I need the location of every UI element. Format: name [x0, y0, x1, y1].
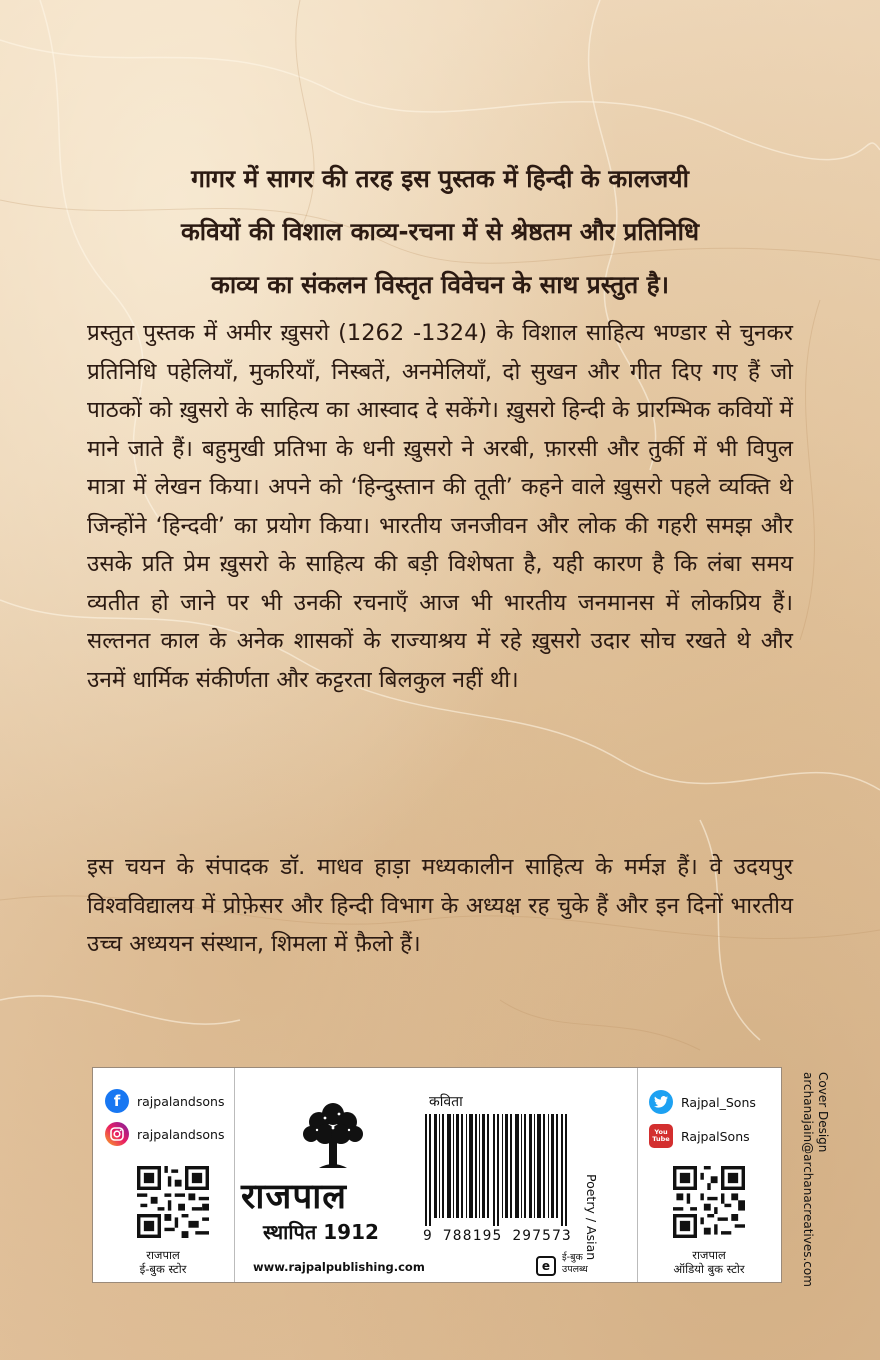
facebook-icon: f: [105, 1089, 129, 1113]
audiobook-store-qr-code[interactable]: [673, 1166, 745, 1238]
youtube-handle: RajpalSons: [681, 1128, 750, 1144]
youtube-link[interactable]: [649, 1124, 750, 1148]
instagram-handle: rajpalandsons: [137, 1126, 225, 1142]
instagram-link[interactable]: [105, 1122, 224, 1146]
facebook-handle: rajpalandsons: [137, 1093, 225, 1109]
lead-line-3: काव्य का संकलन विस्तृत विवेचन के साथ प्रस्तुत है।: [211, 270, 669, 299]
lead-line-2: कवियों की विशाल काव्य-रचना में से श्रेष्ठतम और प्रतिनिधि: [180, 217, 700, 246]
ebook-available-icon: e: [536, 1256, 556, 1276]
isbn-number: 9 788195 297573: [423, 1228, 572, 1244]
genre-hindi: कविता: [429, 1094, 463, 1110]
facebook-link[interactable]: [105, 1089, 224, 1113]
audiobook-store-label: [639, 1248, 779, 1276]
lead-line-1: गागर में सागर की तरह इस पुस्तक में हिन्दी के कालजयी: [191, 164, 689, 193]
youtube-icon: You Tube: [649, 1124, 673, 1148]
twitter-icon: [649, 1090, 673, 1114]
editor-bio: इस चयन के संपादक डॉ. माधव हाड़ा मध्यकालीन साहित्य के मर्मज्ञ हैं। वे उदयपुर विश्वविद्यालय में प्रोफ़ेसर और हिन्दी विभाग के अध्यक्ष रह चुके हैं और इन दिनों भारतीय उच्च अध्ययन संस्थान, शिमला में फ़ैलो हैं।: [87, 854, 793, 957]
isbn-barcode: [425, 1114, 569, 1226]
publisher-logo-wordmark: राजपाल: [241, 1177, 348, 1217]
ebook-available-line2: उपलब्ध: [562, 1264, 588, 1275]
divider: [637, 1068, 638, 1282]
ebook-available-line1: ई-बुक: [562, 1252, 583, 1263]
tree-logo-icon: [301, 1100, 365, 1172]
established-year: स्थापित 1912: [263, 1220, 379, 1244]
publisher-info-bar: [92, 1067, 782, 1283]
instagram-icon: [105, 1122, 129, 1146]
divider: [234, 1068, 235, 1282]
cover-designer-email[interactable]: archanajain@archanacreatives.com: [801, 1072, 815, 1287]
audiobook-store-label-line2: ऑडियो बुक स्टोर: [673, 1262, 745, 1276]
cover-design-credit: [800, 1072, 830, 1287]
book-description: प्रस्तुत पुस्तक में अमीर ख़ुसरो (1262 -1324) के विशाल साहित्य भण्डार से चुनकर प्रतिनिधि पहेलियाँ, मुकरियाँ, निस्बतें, अनमेलियाँ, दो सुखन और गीत दिए गए हैं जो पाठकों को ख़ुसरो के साहित्य का आस्वाद दे सकेंगे। ख़ुसरो हिन्दी के प्रारम्भिक कवियों में माने जाते हैं। बहुमुखी प्रतिभा के धनी ख़ुसरो ने अरबी, फ़ारसी और तुर्की में भी विपुल मात्रा में लेखन किया। अपने को ‘हिन्दुस्तान की तूती’ कहने वाले ख़ुसरो पहले व्यक्ति थे जिन्होंने ‘हिन्दवी’ का प्रयोग किया। भारतीय जनजीवन और लोक की गहरी समझ और उसके प्रति प्रेम ख़ुसरो के साहित्य की बड़ी विशेषता है, यही कारण है कि लंबा समय व्यतीत हो जाने पर भी उनकी रचनाएँ आज भी भारतीय जनमानस में लोकप्रिय हैं। सल्तनत काल के अनेक शासकों के राज्याश्रय में रहे ख़ुसरो उदार सोच रखते थे और उनमें धार्मिक संकीर्णता और कट्टरता बिलकुल नहीं थी।: [87, 320, 793, 693]
twitter-link[interactable]: [649, 1090, 756, 1114]
ebook-store-label: [93, 1248, 233, 1276]
ebook-store-qr-code[interactable]: [137, 1166, 209, 1238]
website-link[interactable]: www.rajpalpublishing.com: [253, 1260, 425, 1274]
twitter-handle: Rajpal_Sons: [681, 1094, 756, 1110]
ebook-store-label-line1: राजपाल: [146, 1248, 180, 1262]
ebook-store-label-line2: ई-बुक स्टोर: [139, 1262, 187, 1276]
cover-design-label: Cover Design: [816, 1072, 830, 1153]
lead-blurb: [120, 152, 760, 311]
ebook-available-label: [562, 1252, 612, 1276]
genre-english: Poetry / Asian: [584, 1174, 599, 1261]
audiobook-store-label-line1: राजपाल: [692, 1248, 726, 1262]
